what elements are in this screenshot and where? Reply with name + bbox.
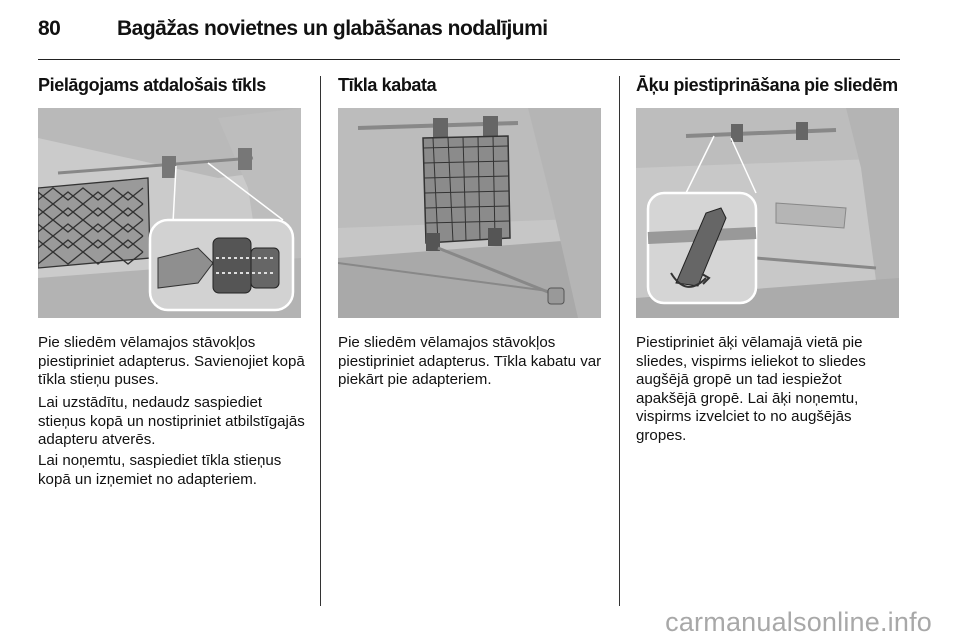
figure-adjustable-net bbox=[38, 108, 301, 318]
column-divider bbox=[619, 76, 620, 606]
section-heading-adjustable-net: Pielāgojams atdalošais tīkls bbox=[38, 75, 266, 95]
section-heading-hook-mounting: Āķu piestiprināšana pie sliedēm bbox=[636, 75, 898, 95]
figure-hook-mounting bbox=[636, 108, 899, 318]
paragraph: Lai noņemtu, saspiediet tīkla stieņus kopā un izņemiet no adapteriem. bbox=[38, 452, 282, 488]
paragraph: Piestipriniet āķi vēlamajā vietā pie sliedes, vispirms ieliekot to sliedes augšējā gropē un tad iespiežot apakšējā gropē. Lai āķi noņemtu, vispirms izvelciet to no augšējās gropes. bbox=[636, 334, 866, 444]
paragraph: Lai uzstādītu, nedaudz saspiediet stieņus kopā un nostipriniet atbilstīgajās adapteru atverēs. bbox=[38, 394, 305, 448]
page-number: 80 bbox=[38, 17, 61, 40]
figure-net-pocket bbox=[338, 108, 601, 318]
section-heading-net-pocket: Tīkla kabata bbox=[338, 75, 437, 95]
paragraph: Pie sliedēm vēlamajos stāvokļos piestipriniet adapterus. Tīkla kabatu var piekārt pie adapteriem. bbox=[338, 334, 602, 388]
column-divider bbox=[320, 76, 321, 606]
watermark: carmanualsonline.info bbox=[665, 607, 932, 637]
paragraph: Pie sliedēm vēlamajos stāvokļos piestipriniet adapterus. Savienojiet kopā tīkla stieņu puses. bbox=[38, 334, 305, 388]
header-rule bbox=[38, 59, 900, 60]
page-header-title: Bagāžas novietnes un glabāšanas nodalījumi bbox=[117, 17, 548, 40]
